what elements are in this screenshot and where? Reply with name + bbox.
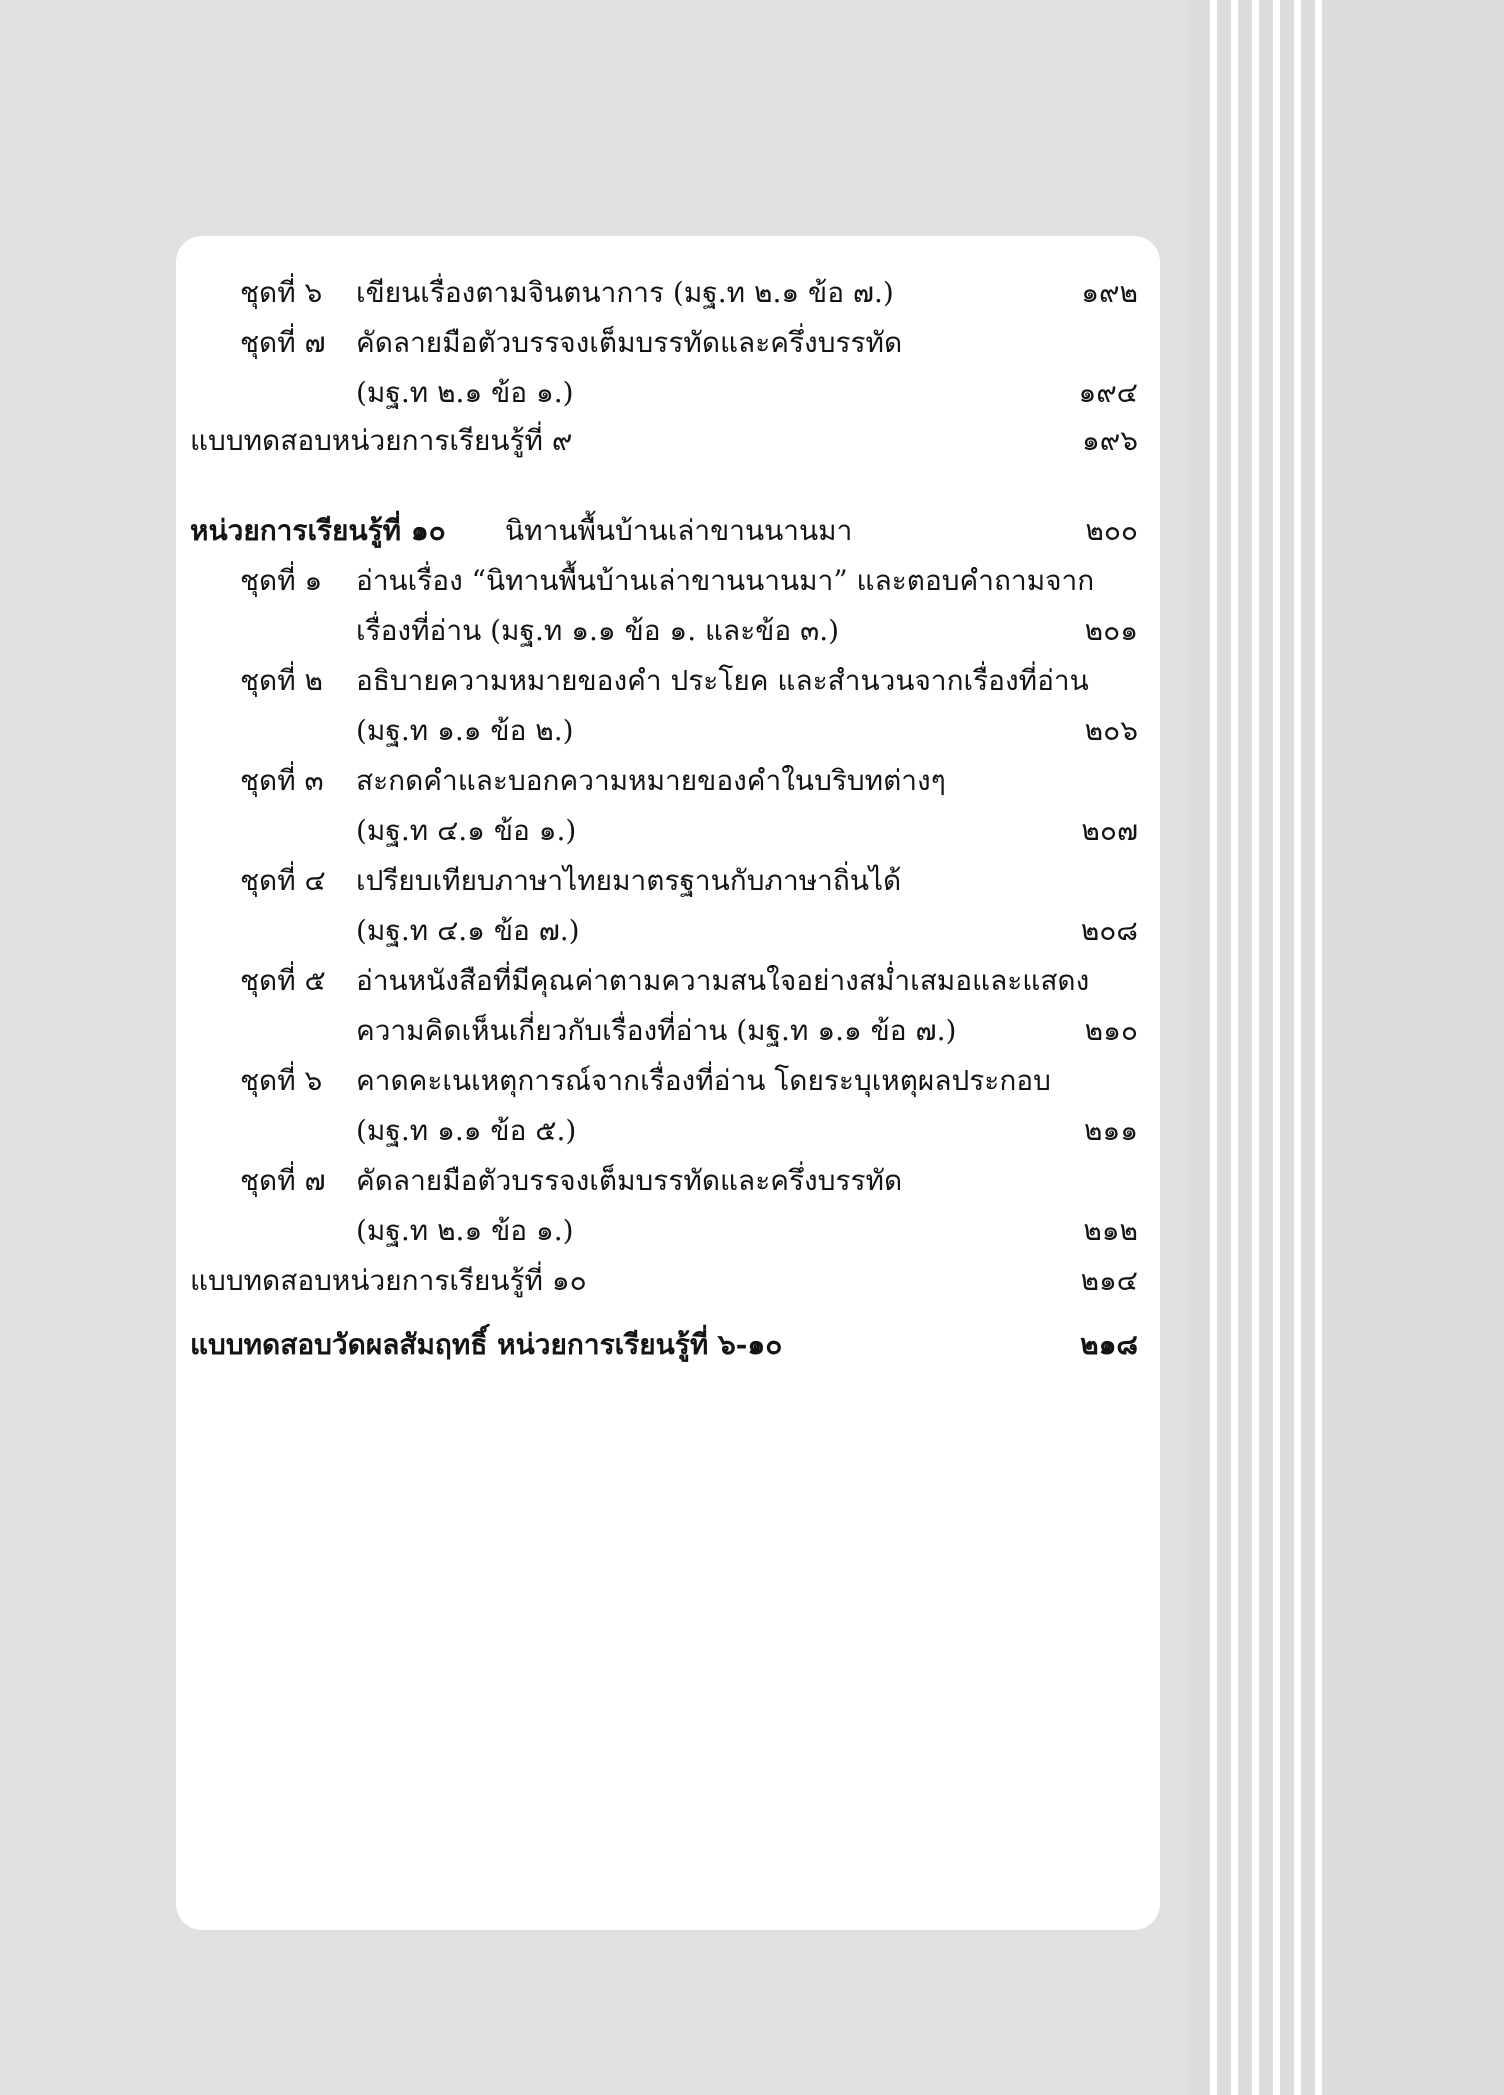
toc-entry-set7[interactable]	[190, 1156, 1154, 1206]
stripe	[1231, 0, 1238, 2095]
table-of-contents	[176, 236, 1160, 1930]
toc-entry-set7[interactable]	[190, 318, 1154, 368]
stripe	[1273, 0, 1280, 2095]
stripe	[1315, 0, 1322, 2095]
toc-set-label: ชุดที่ ๕	[240, 964, 326, 997]
toc-set-label: ชุดที่ ๖	[240, 1064, 323, 1097]
toc-entry-continuation[interactable]	[190, 706, 1154, 756]
toc-entry-set5[interactable]	[190, 956, 1154, 1006]
toc-entry-set2[interactable]	[190, 656, 1154, 706]
toc-entry-text: (มฐ.ท ๔.๑ ข้อ ๑.)	[356, 814, 577, 847]
stripe	[1294, 0, 1301, 2095]
toc-entry-text: เรื่องที่อ่าน (มฐ.ท ๑.๑ ข้อ ๑. และข้อ ๓.)	[356, 614, 840, 647]
toc-entry-text: คัดลายมือตัวบรรจงเต็มบรรทัดและครึ่งบรรทัด	[356, 1164, 903, 1197]
toc-unit-heading[interactable]	[190, 506, 1154, 556]
toc-set-label: ชุดที่ ๗	[240, 326, 326, 359]
toc-entry-set3[interactable]	[190, 756, 1154, 806]
toc-set-label: ชุดที่ ๓	[240, 764, 324, 797]
toc-entry-set4[interactable]	[190, 856, 1154, 906]
toc-entry-unit9-test[interactable]	[190, 416, 1154, 466]
toc-page-number: ๒๐๗	[1081, 814, 1138, 847]
unit-heading-title: นิทานพื้นบ้านเล่าขานนานมา	[505, 514, 853, 547]
toc-page-number: ๒๑๘	[1080, 1328, 1138, 1361]
toc-entry-continuation[interactable]	[190, 1206, 1154, 1256]
toc-page-number: ๒๑๒	[1083, 1214, 1138, 1247]
toc-card	[176, 236, 1160, 1930]
toc-achievement-test[interactable]	[190, 1320, 1154, 1370]
toc-entry-text: (มฐ.ท ๑.๑ ข้อ ๒.)	[356, 714, 574, 747]
toc-entry-continuation[interactable]	[190, 1106, 1154, 1156]
toc-entry-text: อ่านเรื่อง “นิทานพื้นบ้านเล่าขานนานมา” และตอบคำถามจาก	[356, 564, 1095, 597]
toc-page-number: ๒๑๑	[1083, 1114, 1138, 1147]
toc-page-number: ๑๙๔	[1078, 376, 1138, 409]
toc-set-label: ชุดที่ ๖	[240, 276, 323, 309]
toc-set-label: ชุดที่ ๒	[240, 664, 324, 697]
toc-page-number: ๒๑๐	[1084, 1014, 1138, 1047]
toc-entry-text: เปรียบเทียบภาษาไทยมาตรฐานกับภาษาถิ่นได้	[356, 864, 902, 897]
decorative-stripe-panel	[1188, 0, 1504, 2095]
toc-set-label: ชุดที่ ๔	[240, 864, 326, 897]
toc-page-number: ๑๙๒	[1081, 276, 1138, 309]
toc-entry-title: แบบทดสอบหน่วยการเรียนรู้ที่ ๙	[190, 424, 573, 457]
toc-entry-text: เขียนเรื่องตามจินตนาการ (มฐ.ท ๒.๑ ข้อ ๗.)	[356, 276, 894, 309]
toc-entry-text: คัดลายมือตัวบรรจงเต็มบรรทัดและครึ่งบรรทัด	[356, 326, 903, 359]
unit-heading-label: หน่วยการเรียนรู้ที่ ๑๐	[190, 514, 446, 547]
toc-entry-set6[interactable]	[190, 1056, 1154, 1106]
toc-entry-text: อธิบายความหมายของคำ ประโยค และสำนวนจากเรื่องที่อ่าน	[356, 664, 1089, 697]
toc-entry-text: ความคิดเห็นเกี่ยวกับเรื่องที่อ่าน (มฐ.ท ๑.๑ ข้อ ๗.)	[356, 1014, 957, 1047]
toc-entry-text: อ่านหนังสือที่มีคุณค่าตามความสนใจอย่างสม่ำเสมอและแสดง	[356, 964, 1090, 997]
stripe	[1210, 0, 1217, 2095]
toc-set-label: ชุดที่ ๗	[240, 1164, 326, 1197]
toc-entry-continuation[interactable]	[190, 606, 1154, 656]
toc-page-number: ๒๑๔	[1080, 1264, 1138, 1297]
toc-page-number: ๒๐๘	[1080, 914, 1138, 947]
toc-entry-text: สะกดคำและบอกความหมายของคำในบริบทต่างๆ	[356, 764, 946, 797]
toc-entry-continuation[interactable]	[190, 368, 1154, 418]
toc-entry-unit10-test[interactable]	[190, 1256, 1154, 1306]
toc-page-number: ๑๙๖	[1081, 424, 1138, 457]
toc-page-number: ๒๐๖	[1084, 714, 1138, 747]
toc-page-number: ๒๐๐	[1085, 514, 1138, 547]
toc-entry-title: แบบทดสอบวัดผลสัมฤทธิ์ หน่วยการเรียนรู้ที่ ๖-๑๐	[190, 1328, 783, 1361]
toc-entry-text: (มฐ.ท ๒.๑ ข้อ ๑.)	[356, 1214, 574, 1247]
toc-page-number: ๒๐๑	[1084, 614, 1138, 647]
toc-entry-set1[interactable]	[190, 556, 1154, 606]
toc-entry-set6[interactable]	[190, 268, 1154, 318]
toc-entry-continuation[interactable]	[190, 806, 1154, 856]
toc-entry-continuation[interactable]	[190, 1006, 1154, 1056]
toc-entry-text: คาดคะเนเหตุการณ์จากเรื่องที่อ่าน โดยระบุเหตุผลประกอบ	[356, 1064, 1051, 1097]
toc-entry-text: (มฐ.ท ๔.๑ ข้อ ๗.)	[356, 914, 580, 947]
toc-entry-title: แบบทดสอบหน่วยการเรียนรู้ที่ ๑๐	[190, 1264, 587, 1297]
stripe	[1252, 0, 1259, 2095]
toc-entry-continuation[interactable]	[190, 906, 1154, 956]
toc-entry-text: (มฐ.ท ๑.๑ ข้อ ๕.)	[356, 1114, 577, 1147]
toc-set-label: ชุดที่ ๑	[240, 564, 323, 597]
toc-entry-text: (มฐ.ท ๒.๑ ข้อ ๑.)	[356, 376, 574, 409]
